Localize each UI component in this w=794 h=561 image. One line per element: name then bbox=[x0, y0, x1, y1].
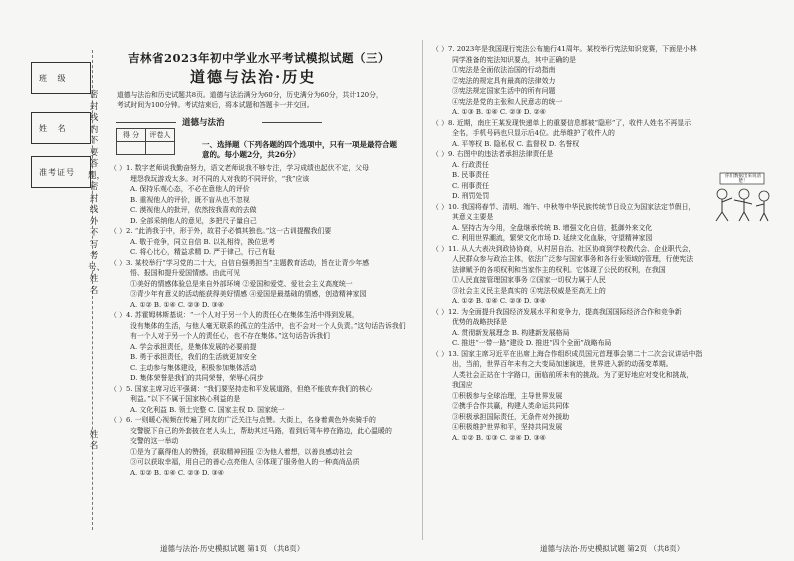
question-line: ①是为了赢得他人的赞扬，获取精神回报 ②为他人着想，以善良感动社会 bbox=[130, 447, 353, 456]
question-line: 法律赋予的各项权利和当家作主的权利。它体现了公民的权利，在我国 bbox=[452, 265, 666, 274]
question-line: 没有集体的生活，与他人毫无联系的孤立的生活中，也不会对一个人负责。”这句话告诉我们 bbox=[130, 321, 406, 330]
footer-left: 道德与法治·历史模拟试题 第1页 （共8页） bbox=[160, 544, 305, 553]
score-header: 得 分 bbox=[117, 129, 146, 142]
question-line: A. 保持乐观心态，不必在意他人的评价 bbox=[130, 185, 250, 193]
question-line: ③青少年有意义的活动能获得美好情感 ④爱国是最基础的情感，创造精神家园 bbox=[130, 290, 367, 298]
question-line: A. 学会承担责任，是集体发展的必要前提 bbox=[130, 342, 257, 351]
question-line: B. 勇于承担责任，我们的生活就更加安全 bbox=[130, 353, 257, 361]
question-line: A. ①③ B. ①④ C. ②③ D. ②④ bbox=[452, 108, 546, 116]
question-line: （ ）6. 一则暖心视频在传遍了网友的广泛关注与点赞。大街上，名身着黄色外卖骑手的 bbox=[110, 416, 376, 424]
question-line: 交警脱下自己的外套披在老人头上，帮助其过马路，看到后驾车停在路边，此心温暖的 bbox=[130, 426, 392, 435]
question-line: C. 主动参与集体建设，积极参加集体活动 bbox=[130, 363, 257, 372]
question-line: D. 集体荣誉是我们的共同荣誉，荣辱心同步 bbox=[130, 374, 264, 382]
question-line: 我国应 bbox=[452, 381, 473, 389]
seal-text: 密封线内不要答题，密封线外不写考号、姓名 bbox=[88, 90, 106, 296]
question-line: 人类社会正站在十字路口，面临前所未有的挑战。为了更好地应对变化和挑战， bbox=[452, 370, 694, 379]
question-line: A. ①② B. ①③ C. ②④ D. ③④ bbox=[452, 433, 546, 442]
footer-right: 道德与法治·历史模拟试题 第2页 （共8页） bbox=[540, 544, 685, 553]
binding-strip bbox=[6, 30, 106, 530]
column-divider bbox=[422, 40, 423, 540]
question-line: ③社会主义民主是真实的 ④宪法权威是至高无上的 bbox=[452, 286, 606, 295]
question-line: 有一个人对于另一个人的责任心，也不存在集体。”这句话告诉我们 bbox=[130, 332, 330, 340]
question-line: C. 利用世界潮流，繁荣文化市场 D. 延续文化血脉，守望精神家园 bbox=[452, 234, 653, 242]
question-line: ④积极维护世界和平，坚持共同发展 bbox=[452, 423, 563, 431]
question-line: D. 全部采纳他人的意见，多把尺子量自己 bbox=[130, 216, 257, 225]
grader-header: 评卷人 bbox=[146, 129, 175, 142]
question-line: A. 文化利益 B. 领土完整 C. 国家主权 D. 国家统一 bbox=[130, 405, 285, 414]
question-line: （ ）13. 国家主席习近平在出席上海合作组织成员国元首理事会第二十二次会议讲话中指 bbox=[432, 349, 703, 358]
note-line: 考试时间为100分钟。考试结束后，将本试题和答题卡一并交回。 bbox=[117, 101, 314, 109]
cartoon-illustration bbox=[706, 172, 778, 222]
question-line: D. 刑罚处罚 bbox=[452, 192, 490, 200]
question-line: （ ）5. 国家主席习近平强调：“我们要坚持走和平发展道路，但绝不能放弃我们的核心 bbox=[110, 384, 373, 393]
left-question-list bbox=[110, 163, 414, 478]
question-line: A. ①② B. ①④ C. ②③ D. ③④ bbox=[130, 300, 224, 309]
question-line: A. 坚持古为今用，全盘继承传统 B. 增强文化自信，抵御外来文化 bbox=[452, 223, 653, 232]
question-line: C. 漠视他人的批评，依然按我喜欢的去做 bbox=[130, 206, 257, 214]
question-line: （ ）2. “此消我于中，形于外，故君子必慎其独也。”这一古训提醒我们要 bbox=[110, 227, 332, 235]
question-line: （ ）3. 某校举行“学习党的二十大，自信自强勇担当”主题教育活动，旨在让青少年感 bbox=[110, 258, 370, 267]
note-line: 道德与法治和历史试题共8页。道德与法治满分为60分，历史满分为60分，共计120分， bbox=[117, 91, 383, 99]
question-line: B. 重视他人的评价，既不盲从也不忽视 bbox=[130, 195, 250, 204]
question-line: ③可以获取幸福，用自己的善心点亮他人 ④体现了服务他人的一种高尚品质 bbox=[130, 458, 360, 466]
instruction-line: 一、选择题（下列各题的四个选项中，只有一项是最符合题 bbox=[202, 140, 397, 149]
ticket-number-field[interactable] bbox=[31, 156, 91, 188]
question-line: A. ①② B. ①④ C. ②③ D. ③④ bbox=[452, 297, 546, 305]
cartoon-caption: 你们数据出来说清楚！ bbox=[725, 174, 761, 184]
question-line: 悟、报国和提升爱国情感。由此可见 bbox=[130, 269, 241, 277]
question-line: （ ）4. 苏霍姆林斯基说：“一个人对于另一个人的责任心在集体生活中得到发展， bbox=[110, 311, 359, 319]
question-line: ①美好的情感体验总是来自外部环境 ②爱国和爱党、爱社会主义高度统一 bbox=[130, 279, 353, 288]
question-line: 利益。”以下不属于国家核心利益的是 bbox=[130, 395, 241, 403]
question-line: （ ）9. 右图中的违法者承担法律责任是 bbox=[432, 150, 554, 158]
question-line: 人民群众参与政治主体，依法广泛参与国家事务和各行业领域的管理，行使宪法 bbox=[452, 255, 694, 263]
name-label: 姓 名 bbox=[39, 124, 70, 133]
question-line: C. 将心比心，精益求精 D. 严于律己，行己有耻 bbox=[130, 248, 276, 256]
section-title: 道德与法治 bbox=[182, 118, 225, 128]
question-line: 其意义主要是 bbox=[452, 213, 494, 221]
section-instruction bbox=[202, 140, 414, 160]
name-field[interactable] bbox=[31, 112, 91, 144]
question-line: ④宪法是党的主张和人民意志的统一 bbox=[452, 97, 563, 106]
grader-cell[interactable] bbox=[146, 142, 175, 155]
question-line: ③积极承担国际责任，无条件对外援助 bbox=[452, 412, 570, 421]
question-line: C. 推进“一带一路”建设 D. 推进“四个全面”战略布局 bbox=[452, 339, 612, 347]
name-vertical-label: 姓名 bbox=[89, 430, 99, 451]
question-line: A. 贯彻新发展理念 B. 构建新发展格局 bbox=[452, 328, 570, 337]
question-line: B. 民事责任 bbox=[452, 171, 490, 179]
question-line: 埋怨我玩游戏太多。对不同的人对我的不同评价，“我”应该 bbox=[130, 174, 310, 183]
instruction-line: 意的。每小题2分，共26分） bbox=[202, 150, 301, 159]
question-line: ②宪法的规定具有最高的法律效力 bbox=[452, 76, 556, 85]
question-line: ①人民直接管理国家事务 ②国家一切权力属于人民 bbox=[452, 276, 606, 284]
right-question-list bbox=[432, 44, 780, 443]
question-line: 同学准备的宪法知识要点，其中正确的是 bbox=[452, 55, 577, 64]
question-line: A. 敬于竞争，同立自信 B. 以礼相待，换位思考 bbox=[130, 237, 276, 246]
exam-notes bbox=[117, 90, 417, 110]
ticket-number-label: 准考证号 bbox=[39, 168, 75, 177]
question-line: ①积极参与全球治理，主导世界发展 bbox=[452, 391, 563, 400]
question-line: 交警的这一举动 bbox=[130, 437, 179, 445]
question-line: A. 平等权 B. 隐私权 C. 监督权 D. 名誉权 bbox=[452, 139, 580, 148]
question-line: 全名，手机号码也只显示后4位。此举维护了收件人的 bbox=[452, 129, 615, 137]
question-line: 优势的战略抉择是 bbox=[452, 318, 508, 326]
score-table bbox=[116, 128, 175, 155]
question-line: （ ）7. 2023年是我国现行宪法公布施行41周年。某校举行宪法知识竞赛，下面是小林 bbox=[432, 45, 697, 53]
question-line: ①宪法是全面依法治国的行动指南 bbox=[452, 66, 556, 74]
question-line: A. 行政责任 bbox=[452, 160, 489, 169]
question-line: （ ）12. 为全面提升我国经济发展水平和竞争力，提高我国国际经济合作和竞争新 bbox=[432, 307, 682, 316]
question-line: （ ）8. 近期，南庄王某发现快递单上的重要信息都被“隐形”了，收件人姓名不再显示 bbox=[432, 118, 692, 127]
class-field[interactable] bbox=[31, 62, 91, 94]
question-line: （ ）1. 数字老师说我勤奋努力，语文老师说我不够专注，学习成绩也起伏不定，父母 bbox=[110, 164, 370, 172]
score-cell[interactable] bbox=[117, 142, 146, 155]
question-line: C. 刑事责任 bbox=[452, 181, 489, 190]
question-line: 出，当前，世界百年未有之大变局加速演进，世界进入新的动荡变革期。 bbox=[452, 360, 673, 368]
question-line: A. ①② B. ①④ C. ②③ D. ③④ bbox=[130, 468, 224, 477]
question-line: （ ）10. 我国将春节、清明、端午、中秋等中华民族传统节日设立为国家法定节假日， bbox=[432, 202, 696, 211]
question-line: ③宪法规定国家生活中的所有问题 bbox=[452, 87, 556, 95]
exam-subject: 道德与法治·历史 bbox=[190, 68, 317, 86]
question-line: （ ）11. 从人大表决到政协协商，从村居自治、社区协商到学校教代会、企业职代会， bbox=[432, 244, 696, 253]
exam-title: 吉林省2023年初中学业水平考试模拟试题（三） bbox=[128, 51, 391, 65]
class-label: 班 级 bbox=[39, 74, 70, 83]
question-line: ②携手合作共赢，构建人类命运共同体 bbox=[452, 402, 570, 410]
